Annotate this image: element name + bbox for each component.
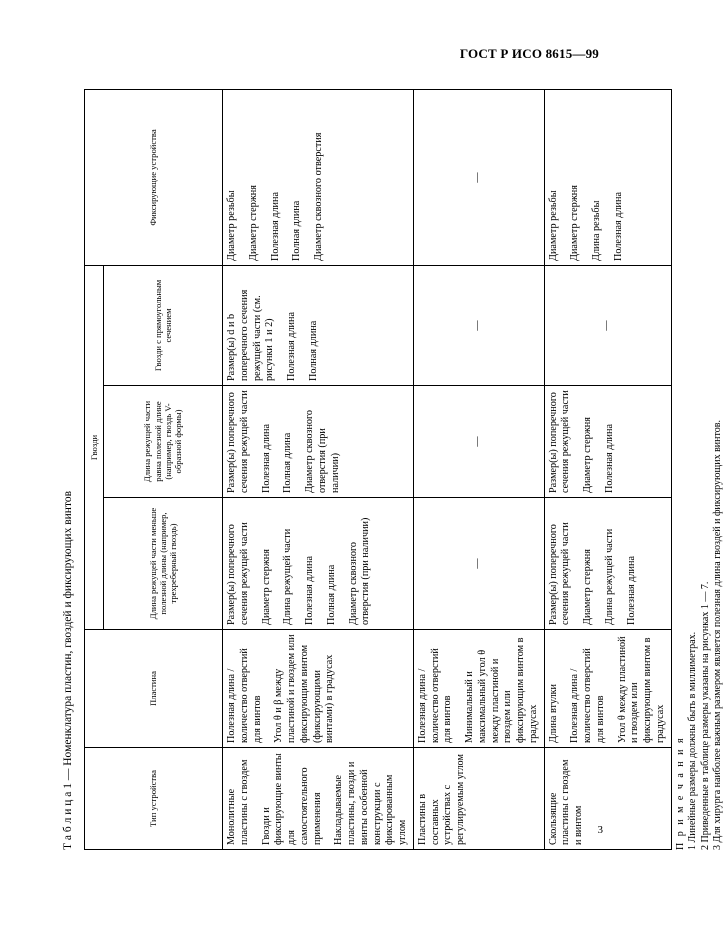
cell-line: Гвозди и фиксирующие винты для самостоятельного применения	[260, 753, 323, 845]
cell-nail-equal	[223, 386, 414, 498]
cell-line: Диаметр стержня	[582, 549, 593, 625]
cell-line: Накладываемые пластины, гвозди и винты особенной конструкции с фиксированным углом	[333, 761, 408, 845]
notes-title: П р и м е ч а н и я	[674, 736, 686, 850]
note-item: 1 Линейные размеры должны быть в миллиметрах.	[687, 631, 698, 850]
cell-line: Размер(ы) d и b поперечного сечения режущей части (см. рисунки 1 и 2)	[226, 289, 276, 381]
cell-line: Угол θ между пластиной и гвоздем или фиксирующим винтом в градусах	[616, 636, 666, 743]
cell-plate	[544, 630, 671, 748]
cell-screws	[223, 89, 414, 265]
col-device-type: Тип устройства	[85, 748, 223, 850]
cell-line: Диаметр сквозного отверстия (при наличии)	[304, 409, 341, 493]
cell-line: Размер(ы) поперечного сечения режущей части	[547, 390, 572, 493]
cell-nail-equal	[544, 386, 671, 498]
cell-nail-rect	[544, 265, 671, 385]
cell-nail-equal	[413, 386, 544, 498]
cell-line: Полезная длина	[269, 192, 281, 261]
cell-line: Полная длина	[307, 320, 319, 381]
cell-line: —	[472, 558, 484, 569]
rotated-table-block	[62, 90, 723, 850]
cell-line: —	[472, 436, 484, 447]
cell-plate	[223, 630, 414, 748]
page-number: 3	[597, 824, 603, 836]
col-screws: Фиксирующие устройства	[85, 89, 223, 265]
cell-line: Полная длина	[282, 432, 294, 493]
cell-line: —	[472, 320, 484, 331]
note-item: 2 Приведенные в таблице размеры указаны на рисунках 1 — 7.	[699, 581, 711, 850]
cell-line: Минимальный и максимальный угол θ между пластиной и гвоздем или фиксирующим винтом в градусах	[464, 637, 539, 743]
cell-line: Размер(ы) поперечного сечения режущей части	[547, 522, 572, 625]
cell-line: Полезная длина	[304, 556, 315, 625]
cell-nail-short	[544, 498, 671, 630]
table-body	[223, 89, 672, 849]
cell-line: Диаметр сквозного отверстия	[313, 132, 324, 261]
cell-screws	[544, 89, 671, 265]
standard-header: ГОСТ Р ИСО 8615—99	[459, 46, 599, 61]
cell-line: Полезная длина	[260, 424, 272, 493]
cell-line: Длина втулки	[547, 683, 559, 743]
note-item: 3 Для хирурга наиболее важным размером является полезная длина гвоздей и фиксирующих винтов.	[712, 420, 723, 850]
nomenclature-table	[84, 89, 672, 850]
cell-line: Полная длина	[325, 564, 337, 625]
cell-line: Полезная длина / количество отверстий для винтов	[226, 648, 263, 743]
cell-line: Размер(ы) поперечного сечения режущей части	[226, 522, 250, 625]
cell-line: Полезная длина	[603, 424, 615, 493]
col-plate: Пластина	[85, 630, 223, 748]
table-caption: Т а б л и ц а 1 — Номенклатура пластин, гвоздей и фиксирующих винтов	[62, 491, 74, 850]
cell-line: Полезная длина	[625, 556, 637, 625]
cell-line: Пластины в составных устройствах с регулируемым углом	[416, 754, 466, 845]
table-row	[223, 89, 414, 849]
col-nail-rect: Гвозди с прямоугольным сечением	[104, 265, 223, 385]
cell-nail-rect	[223, 265, 414, 385]
cell-line: Диаметр резьбы	[547, 190, 559, 261]
cell-line: Диаметр стержня	[247, 185, 259, 261]
cell-line: Скользящие пластины с гвоздем и винтом	[547, 759, 584, 845]
cell-line: —	[601, 320, 613, 331]
cell-line: Длина режущей части	[603, 528, 615, 625]
cell-device	[223, 748, 414, 850]
cell-line: Диаметр сквозного отверстия (при наличии)	[347, 517, 372, 625]
cell-line: Диаметр стержня	[582, 417, 593, 493]
cell-nail-rect	[413, 265, 544, 385]
cell-line: Полезная длина	[612, 192, 624, 261]
table-row	[544, 89, 671, 849]
cell-line: Полезная длина	[286, 312, 297, 381]
cell-screws	[413, 89, 544, 265]
cell-line: Размер(ы) поперечного сечения режущей части	[226, 390, 250, 493]
col-nail-short: Длина режущей части меньше полезной длины (например, трехреберный гвоздь)	[104, 498, 223, 630]
table-row	[413, 89, 544, 849]
cell-line: Диаметр стержня	[260, 549, 272, 625]
cell-line: Полезная длина / количество отверстий для винтов	[569, 648, 606, 743]
cell-device	[413, 748, 544, 850]
header-row-1	[85, 89, 104, 849]
cell-line: Диаметр стержня	[569, 185, 581, 261]
cell-line: Угол θ и β между пластиной и гвоздем или фиксирующим винтом (фиксирующими винтами) в градусах	[273, 634, 336, 743]
cell-line: Диаметр резьбы	[226, 190, 237, 261]
cell-line: Длина резьбы	[591, 200, 602, 261]
cell-line: —	[472, 172, 484, 183]
cell-nail-short	[413, 498, 544, 630]
cell-line: Полезная длина / количество отверстий для винтов	[416, 648, 454, 743]
cell-plate	[413, 630, 544, 748]
cell-line: Полная длина	[291, 200, 303, 261]
cell-line: Длина режущей части	[282, 528, 294, 625]
cell-line: Монолитные пластины с гвоздем	[226, 759, 250, 845]
cell-nail-short	[223, 498, 414, 630]
col-nail-equal: Длина режущей части равна полезной длине (например, гвоздь V-образной формы)	[104, 386, 223, 498]
notes-block	[675, 90, 725, 850]
col-nails-group: Гвозди	[85, 265, 104, 629]
cell-device	[544, 748, 671, 850]
